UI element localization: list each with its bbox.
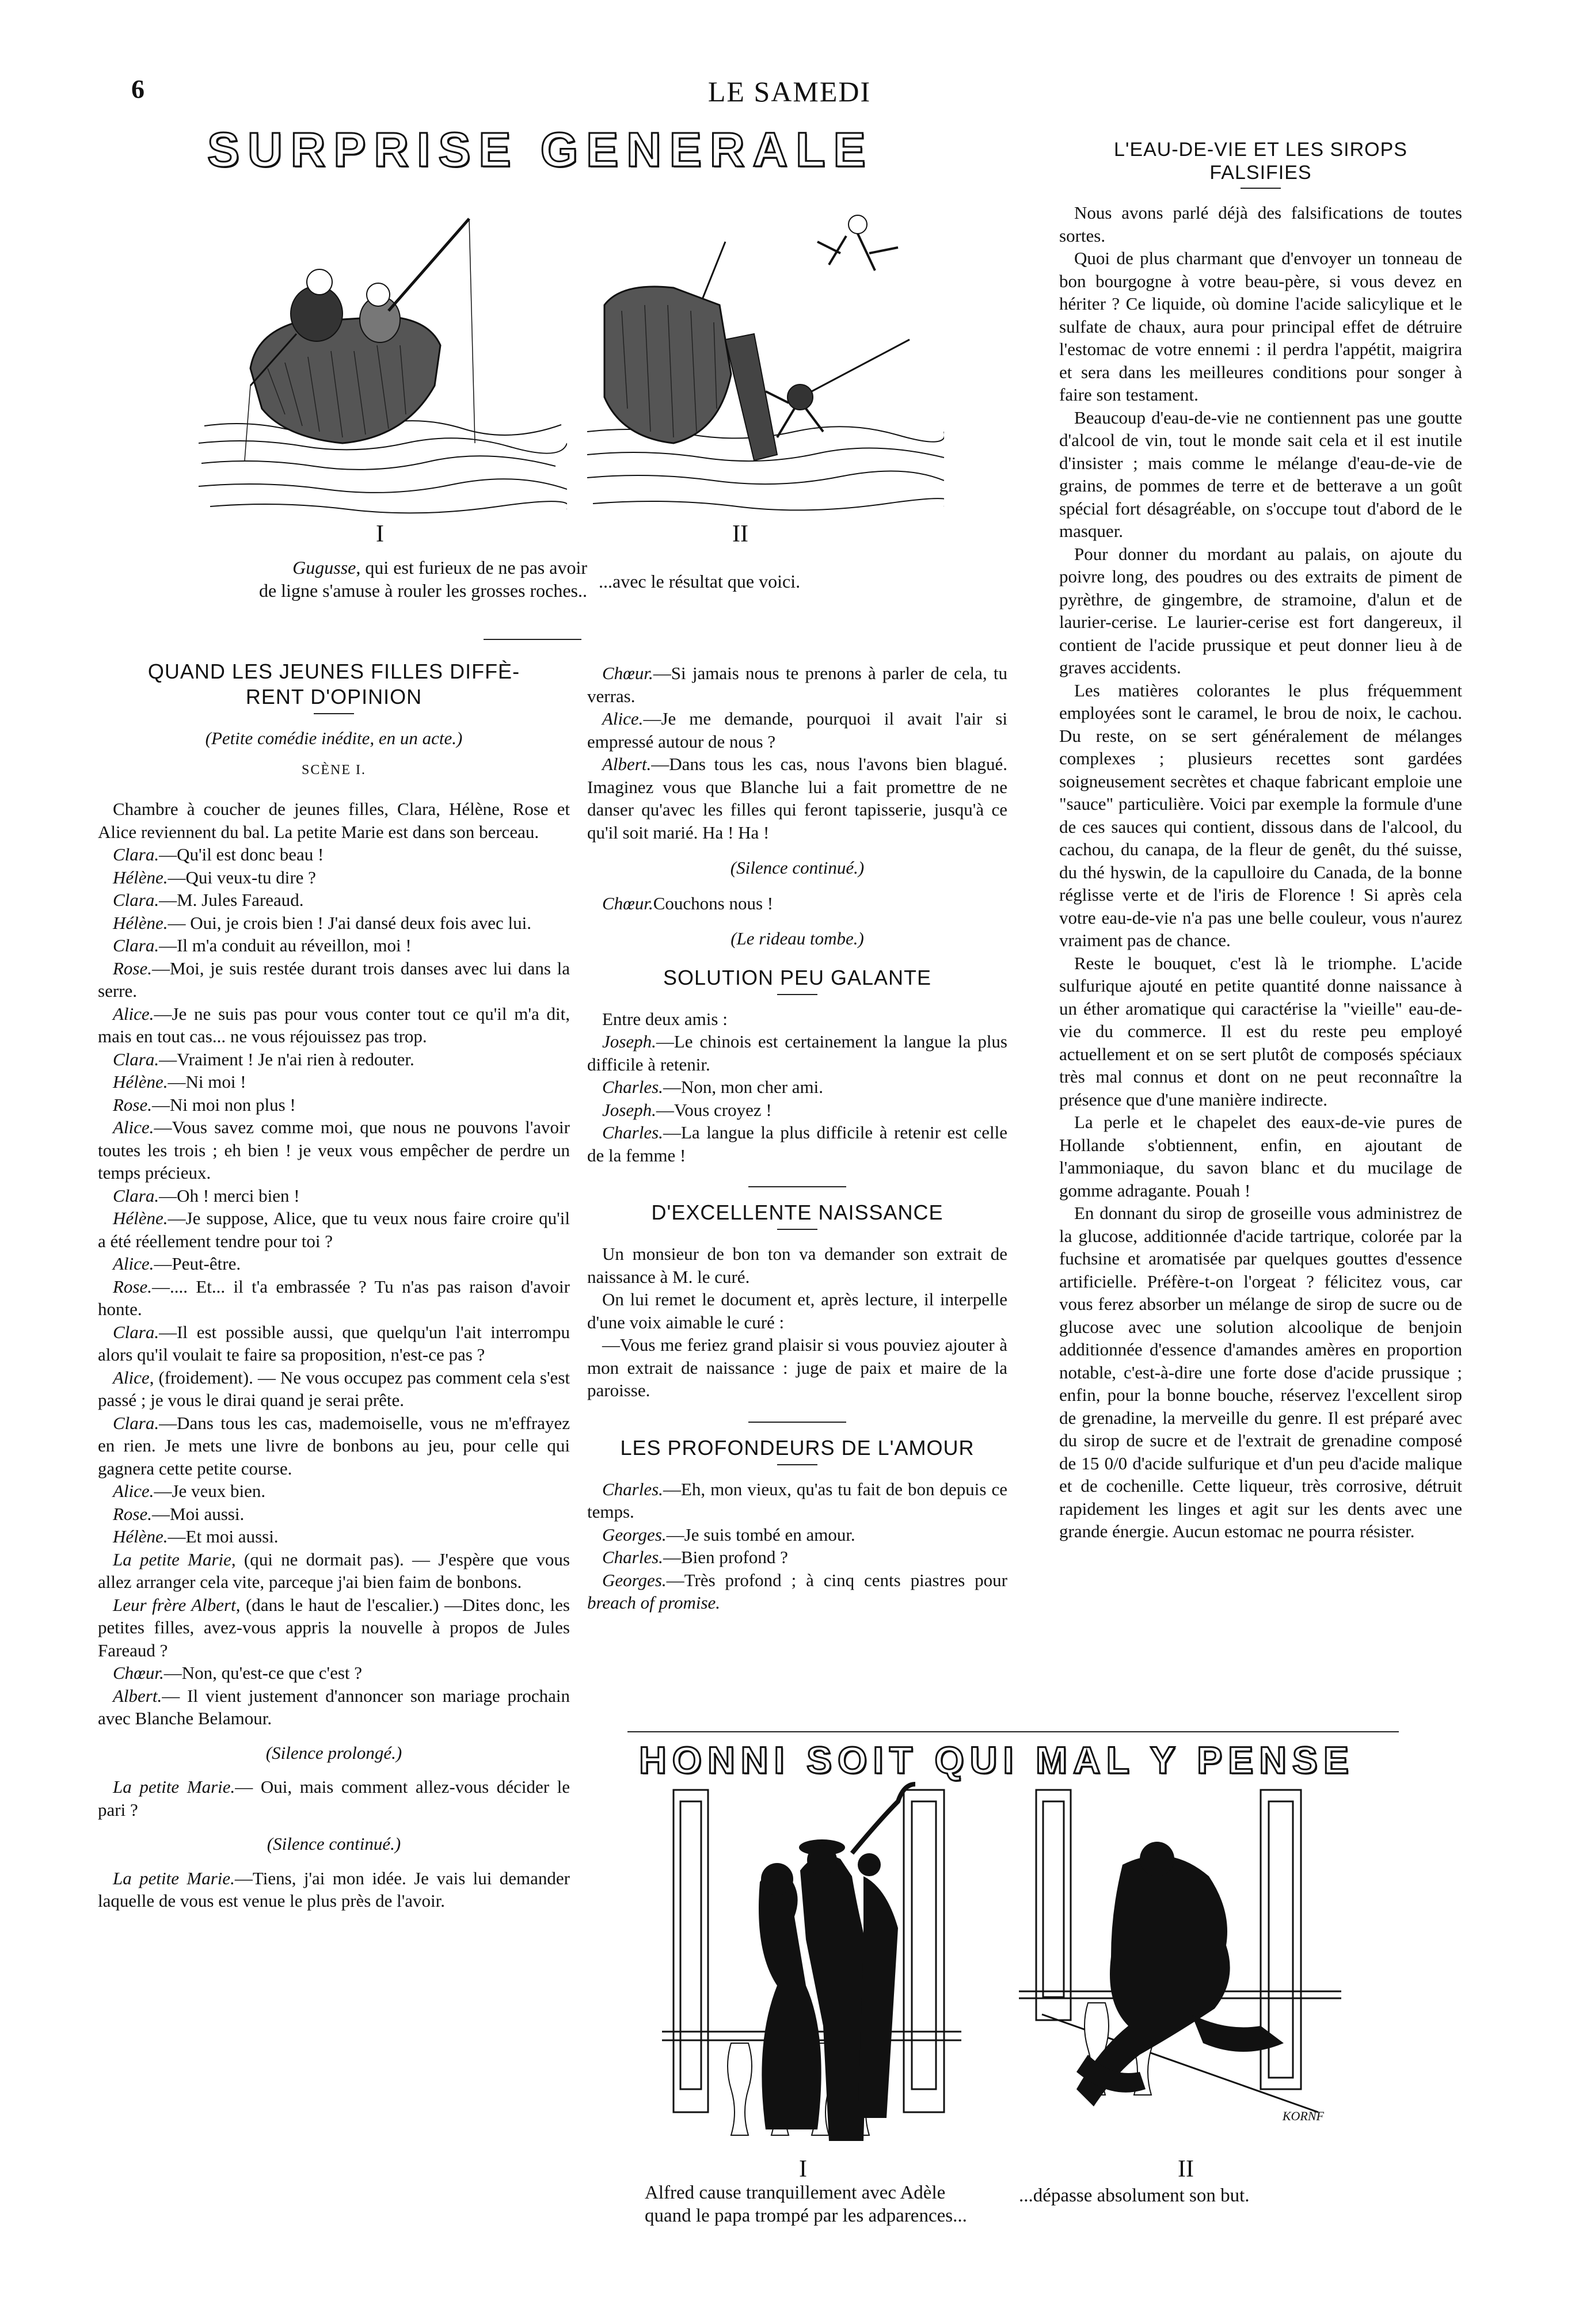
line-text: —Le chinois est certainement la langue la plus difficile à retenir. xyxy=(587,1031,1007,1075)
dialogue-line xyxy=(98,1070,570,1094)
speaker-name: Rose. xyxy=(113,1276,153,1297)
dialogue-line xyxy=(98,934,570,957)
silence-prolonge: (Silence prolongé.) xyxy=(265,1742,402,1763)
naissance-p2: On lui remet le document et, après lecture, il interpelle d'une voix aimable le curé : xyxy=(587,1289,1007,1332)
speaker-name: Hélène. xyxy=(113,867,168,887)
eau-heading: L'EAU-DE-VIE ET LES SIROPS FALSIFIES xyxy=(1114,139,1407,184)
line-text: —Il est possible aussi, que quelqu'un l'ait interrompu alors qu'il voulait te faire sa proposition, n'est-ce pas ? xyxy=(98,1321,570,1365)
rideau-tombe: (Le rideau tombe.) xyxy=(730,928,864,948)
speaker-name: Charles. xyxy=(602,1479,663,1499)
surprise-panel-1 xyxy=(199,196,567,518)
line-text: —Et moi aussi. xyxy=(168,1526,279,1546)
surprise-caption-1: Gugusse, qui est furieux de ne pas avoir de ligne s'amuse à rouler les grosses roches.. xyxy=(258,557,587,601)
dialogue-line xyxy=(98,843,570,866)
speaker-name: Alice xyxy=(113,1367,150,1388)
eau-paragraph: Quoi de plus charmant que d'envoyer un tonneau de bon bourgogne à votre beau-père, si vous devez en hériter ? Ce liquide, où domine l'acide salicylique et le sulfate de chaux, aura pour principal effet de détruire l'estomac de votre ennemi : il perdra l'appétit, maigrira et sera dans les meilleures conditions pour songer à faire son testament. xyxy=(1059,248,1462,405)
line-text: —Dans tous les cas, nous l'avons bien blagué. Imaginez vous que Blanche lui a fait promettre de ne danser qu'avec les filles qui feront tapisserie, jusqu'à ce qu'il soit marié. Ha ! Ha ! xyxy=(587,754,1007,843)
line-text: —Très profond ; à cinq cents piastres pour xyxy=(666,1569,1007,1590)
dialogue-line xyxy=(98,1207,570,1252)
comedie-dialogue xyxy=(98,843,570,1730)
line-text: —Moi aussi. xyxy=(152,1503,245,1524)
solution-intro: Entre deux amis : xyxy=(602,1008,728,1029)
profondeurs-heading: LES PROFONDEURS DE L'AMOUR xyxy=(620,1435,975,1460)
dialogue-line xyxy=(98,1321,570,1366)
eau-paragraph: Nous avons parlé déjà des falsifications de toutes sortes. xyxy=(1059,203,1462,246)
section-divider xyxy=(484,639,581,640)
dialogue-line xyxy=(98,1184,570,1207)
heading-rule xyxy=(1241,188,1281,189)
speaker-name: Clara. xyxy=(113,1321,159,1342)
dialogue-line xyxy=(98,1685,570,1730)
line-text: —Ni moi non plus ! xyxy=(152,1094,296,1115)
solution-heading: SOLUTION PEU GALANTE xyxy=(663,965,932,989)
dialogue-line xyxy=(98,912,570,935)
speaker-name: Charles. xyxy=(602,1547,663,1567)
speaker-name: Georges. xyxy=(602,1524,667,1545)
speaker-name: Hélène. xyxy=(113,1208,168,1228)
line-text: — Il vient justement d'annoncer son mariage prochain avec Blanche Belamour. xyxy=(98,1685,570,1728)
dialogue-line xyxy=(98,889,570,912)
surprise-panel-2-number: II xyxy=(732,521,748,547)
dialogue-line xyxy=(98,957,570,1003)
dialogue-line xyxy=(98,866,570,889)
speaker-name: Rose. xyxy=(113,1503,153,1524)
dialogue-line xyxy=(587,1076,1007,1099)
speaker-name: Alice. xyxy=(113,1003,154,1024)
line-text: —Ni moi ! xyxy=(168,1072,246,1092)
eau-paragraph: Les matières colorantes le plus fréquemment employées sont le caramel, le brou de noix, le cachou. Du reste, on se sert généralement de mélanges complexes ; plusieurs recettes sont gardées soigneusement secrètes et chaque fabricant emploie une "sauce" particulière. Voici par exemple la formule d'une de ces sauces qui contient, dissous dans de l'alcool, du cachou, du canapa, de la fleur de genêt, du thé suisse, du thé hyswin, de la capulloire du Canada, de la bonne réglisse verte et de l'iris de Florence ! Si après cela votre eau-de-vie n'a pas une belle couleur, vous n'aurez vraiment pas de chance. xyxy=(1059,680,1462,950)
dialogue-line xyxy=(587,1030,1007,1076)
dialogue-line xyxy=(98,1662,570,1685)
eau-paragraph: Reste le bouquet, c'est là le triomphe. L'acide sulfurique ajouté en petite quantité donne naissance à un éther aromatique qui caractérise la "vieille" eau-de-vie du commerce. Il est du reste peu employé actuellement et on se sert plutôt de composés spéciaux très mal connus et dont on ne peut reconnaître la présence que d'une manière indirecte. xyxy=(1059,953,1462,1110)
line-text: —Vous savez comme moi, que nous ne pouvons l'avoir toutes les trois ; eh bien ! je veux vous empêcher de perdre un temps précieux. xyxy=(98,1117,570,1183)
comedie-continuation xyxy=(587,662,1007,844)
dialogue-line xyxy=(98,1252,570,1275)
dialogue-line: La petite Marie.— Oui, mais comment allez-vous décider le pari ? xyxy=(98,1777,570,1820)
speaker-name: Charles. xyxy=(602,1077,663,1097)
line-text: —Qui veux-tu dire ? xyxy=(168,867,316,887)
line-text: —Moi, je suis restée durant trois danses avec lui dans la serre. xyxy=(98,958,570,1001)
speaker-name: Alice. xyxy=(113,1481,154,1501)
speaker-name: Chœur. xyxy=(113,1663,164,1683)
dialogue-line xyxy=(98,1525,570,1548)
speaker-name: Alice. xyxy=(113,1117,154,1137)
naissance-heading: D'EXCELLENTE NAISSANCE xyxy=(651,1201,943,1224)
honni-panel-1 xyxy=(662,1778,961,2147)
speaker-name: Clara. xyxy=(113,1049,159,1069)
line-text: —Je me demande, pourquoi il avait l'air si empressé autour de nous ? xyxy=(587,708,1007,752)
speaker-name: Clara. xyxy=(113,1185,159,1206)
dialogue-line xyxy=(98,1594,570,1662)
artist-signature: KORNF xyxy=(1282,2109,1324,2123)
speaker-name: Joseph. xyxy=(602,1099,656,1120)
honni-panel-2-number: II xyxy=(1178,2156,1194,2182)
speaker-name: Joseph. xyxy=(602,1031,656,1051)
speaker-name: Hélène. xyxy=(113,1072,168,1092)
dialogue-line xyxy=(98,1116,570,1184)
line-text: —Il m'a conduit au réveillon, moi ! xyxy=(159,935,412,955)
comedie-column xyxy=(98,659,570,1912)
comedie-intro: Chambre à coucher de jeunes filles, Clara, Hélène, Rose et Alice reviennent du bal. La petite Marie est dans son berceau. xyxy=(98,799,570,842)
dialogue-line xyxy=(587,1569,1007,1614)
dialogue-line: Chœur.Couchons nous ! xyxy=(602,893,774,913)
naissance-p1: Un monsieur de bon ton va demander son extrait de naissance à M. le curé. xyxy=(587,1244,1007,1287)
solution-dialogue xyxy=(587,1030,1007,1167)
honni-top-rule xyxy=(627,1731,1399,1732)
speaker-name: Charles. xyxy=(602,1122,663,1142)
comedie-subtitle: (Petite comédie inédite, en un acte.) xyxy=(205,728,463,748)
speaker-name: Albert. xyxy=(113,1685,162,1706)
rock-overturned-illustration xyxy=(587,190,944,518)
scene-label: SCÈNE I. xyxy=(302,762,366,778)
speaker-name: Hélène. xyxy=(113,1526,168,1546)
surprise-panel-2 xyxy=(587,190,944,518)
speaker-name: Alice. xyxy=(602,708,644,729)
line-text: —Si jamais nous te prenons à parler de cela, tu verras. xyxy=(587,663,1007,706)
line-text: —.... Et... il t'a embrassée ? Tu n'as pas raison d'avoir honte. xyxy=(98,1276,570,1319)
speaker-name: La petite Marie xyxy=(113,1549,231,1569)
caption-name: Gugusse xyxy=(292,557,356,578)
heading-rule xyxy=(314,713,354,714)
line-text: —Bien profond ? xyxy=(663,1547,788,1567)
eau-paragraph: La perle et le chapelet des eaux-de-vie pures de Hollande s'obtiennent, enfin, en ajoutant de l'ammoniaque, du savon blanc et du mucilage de gomme adragante. Pouah ! xyxy=(1059,1112,1462,1201)
silence-continue-2: (Silence continué.) xyxy=(730,858,865,878)
dialogue-line xyxy=(98,1412,570,1480)
line-text: —Non, qu'est-ce que c'est ? xyxy=(163,1663,363,1683)
balcony-fall-illustration xyxy=(1019,1784,1341,2135)
heading-rule xyxy=(777,1464,817,1465)
line-text: , (dans le haut de l'escalier.) —Dites donc, les petites filles, avez-vous appris la nouvelle à propos de Jules Fareaud ? xyxy=(98,1594,570,1660)
line-text: —Eh, mon vieux, qu'as tu fait de bon depuis ce temps. xyxy=(587,1479,1007,1522)
line-text: —M. Jules Fareaud. xyxy=(159,890,304,910)
speaker-name: Albert. xyxy=(602,754,652,774)
surprise-title: SURPRISE GENERALE xyxy=(207,123,874,177)
line-text: — Oui, je crois bien ! J'ai dansé deux fois avec lui. xyxy=(168,912,531,933)
line-text: , (qui ne dormait pas). — J'espère que vous allez arranger cela vite, parceque j'ai bien faim de bonbons. xyxy=(98,1549,570,1592)
dialogue-line xyxy=(98,1094,570,1117)
eau-de-vie-column xyxy=(1059,138,1462,1543)
honni-caption-2: ...dépasse absolument son but. xyxy=(1019,2185,1250,2206)
dialogue-line xyxy=(587,1478,1007,1523)
dialogue-line xyxy=(587,1099,1007,1122)
speaker-name: Clara. xyxy=(113,935,159,955)
line-text: —Je veux bien. xyxy=(154,1481,266,1501)
surprise-panel-1-number: I xyxy=(376,521,384,547)
section-divider xyxy=(748,1186,846,1187)
dialogue-line xyxy=(98,1366,570,1412)
speaker-name: Leur frère Albert xyxy=(113,1594,236,1615)
middle-column xyxy=(587,662,1007,1614)
line-text: —Non, mon cher ami. xyxy=(663,1077,824,1097)
line-text: , (froidement). — Ne vous occupez pas comment cela s'est passé ; je vous le dirai quand je serai prête. xyxy=(98,1367,570,1410)
speaker-name: Rose. xyxy=(113,958,153,978)
dialogue-line xyxy=(587,1121,1007,1167)
honni-caption-1: Alfred cause tranquillement avec Adèle quand le papa trompé par les adparences... xyxy=(645,2182,967,2226)
heading-rule xyxy=(777,1229,817,1230)
speaker-name: Rose. xyxy=(113,1094,153,1115)
line-text: —Oh ! merci bien ! xyxy=(159,1185,300,1206)
dialogue-line xyxy=(587,707,1007,753)
dialogue-line xyxy=(98,1548,570,1594)
line-text: —Je suis tombé en amour. xyxy=(666,1524,855,1545)
dialogue-line xyxy=(98,1275,570,1321)
dialogue-line xyxy=(587,753,1007,844)
dialogue-line xyxy=(587,1523,1007,1546)
dialogue-line: La petite Marie.—Tiens, j'ai mon idée. Je vais lui demander laquelle de vous est venue le plus près de l'avoir. xyxy=(98,1868,570,1911)
eau-paragraph: Pour donner du mordant au palais, on ajoute du poivre long, des poudres ou des extraits de piment de pyrèthre, de gingembre, de stramoine, d'alun et de laurier-cerise. Le laurier-cerise est fort dangereux, il contient de l'acide prussique et peut donner lieu à de graves accidents. xyxy=(1059,543,1462,677)
speaker-name: Clara. xyxy=(113,890,159,910)
line-text: —La langue la plus difficile à retenir est celle de la femme ! xyxy=(587,1122,1007,1165)
naissance-p3: —Vous me feriez grand plaisir si vous pouviez ajouter à mon extrait de naissance : juge de paix et maire de la paroisse. xyxy=(587,1335,1007,1400)
page-number: 6 xyxy=(131,74,144,104)
honni-panel-2 xyxy=(1019,1784,1341,2135)
line-text: —Dans tous les cas, mademoiselle, vous ne m'effrayez en rien. Je mets une livre de bonbons au jeu, pour celle qui gagnera cette petite course. xyxy=(98,1412,570,1479)
comedie-heading: QUAND LES JEUNES FILLES DIFFÈ- RENT D'OPINION xyxy=(147,660,520,708)
heading-rule xyxy=(777,994,817,995)
dialogue-line xyxy=(98,1480,570,1503)
line-text: —Peut-être. xyxy=(154,1254,241,1274)
line-text: —Vous croyez ! xyxy=(656,1099,772,1120)
dialogue-line xyxy=(98,1003,570,1048)
speaker-name: Hélène. xyxy=(113,912,168,933)
surprise-caption-2: ...avec le résultat que voici. xyxy=(599,571,801,592)
newspaper-title: LE SAMEDI xyxy=(707,75,872,108)
section-divider xyxy=(748,1422,846,1423)
fishing-on-rock-illustration xyxy=(199,196,567,518)
dialogue-line xyxy=(587,1546,1007,1569)
speaker-name: Alice. xyxy=(113,1254,154,1274)
silence-continue: (Silence continué.) xyxy=(267,1834,401,1854)
line-text: —Vraiment ! Je n'ai rien à redouter. xyxy=(159,1049,414,1069)
balcony-couple-illustration xyxy=(662,1778,961,2147)
line-text: —Je suppose, Alice, que tu veux nous faire croire qu'il a été réellement tendre pour toi ? xyxy=(98,1208,570,1251)
line-text: —Je ne suis pas pour vous conter tout ce qu'il m'a dit, mais en tout cas... ne vous réjouissez pas trop. xyxy=(98,1003,570,1046)
honni-panel-1-number: I xyxy=(799,2156,807,2182)
speaker-name: Clara. xyxy=(113,1412,159,1433)
dialogue-line xyxy=(98,1503,570,1526)
dialogue-line xyxy=(98,1048,570,1071)
eau-paragraph: Beaucoup d'eau-de-vie ne contiennent pas une goutte d'alcool de vin, tout le monde sait cela et il est inutile d'insister ; mais comme le mélange d'eau-de-vie de grains, de pommes de terre et de betterave a un goût spécial fort désagréable, on s'occupe tout d'abord de le masquer. xyxy=(1059,407,1462,541)
line-text: —Qu'il est donc beau ! xyxy=(159,844,324,864)
dialogue-line xyxy=(587,662,1007,707)
speaker-name: Chœur. xyxy=(602,663,653,683)
speaker-name: Georges. xyxy=(602,1569,667,1590)
eau-paragraph: En donnant du sirop de groseille vous administrez de la glucose, additionnée d'acide tartrique, colorée par la fuchsine et aromatisée par quelques gouttes d'essence artificielle. Préfère-t-on l'orgeat ? félicitez vous, car vous ferez absorber un mélange de sirop de sucre ou de glucose avec une solution alcoolique de benjoin additionnée d'essence d'amandes amères en proportion notable, c'est-à-dire une forte dose d'acide prussique ; enfin, pour la bonne bouche, réservez l'excellent sirop de grenadine, la merveille du genre. Il est préparé avec du sirop de sucre et de l'extrait de grenadine composé de 15 0/0 d'acide sulfurique et d'un peu d'acide malique et de cochenille. Cette liqueur, très corrosive, détruit rapidement les linges et agit sur les dents avec une grande énergie. Aucun estomac ne pourra résister. xyxy=(1059,1203,1462,1541)
speaker-name: Clara. xyxy=(113,844,159,864)
profondeurs-dialogue xyxy=(587,1478,1007,1614)
honni-title: HONNI SOIT QUI MAL Y PENSE xyxy=(639,1739,1354,1781)
breach-of-promise: breach of promise. xyxy=(587,1592,721,1613)
